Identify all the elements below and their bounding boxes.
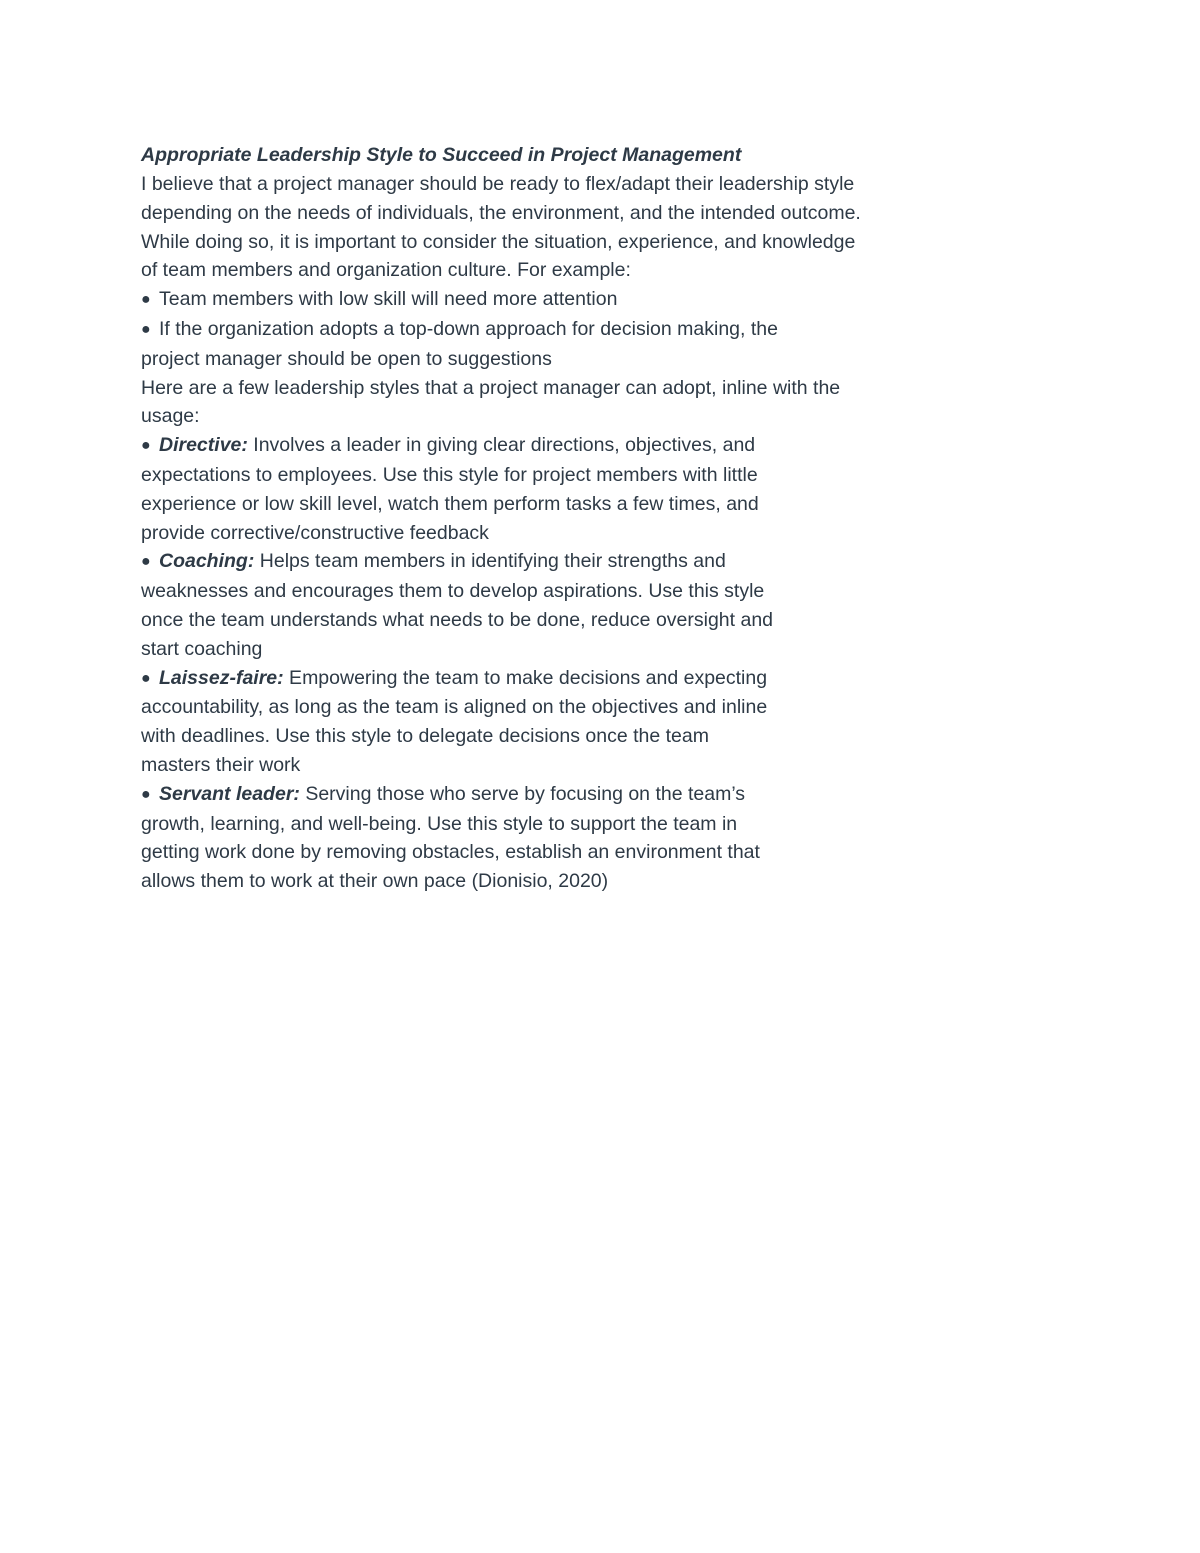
bullet-icon: ●: [141, 320, 151, 338]
document-page: [141, 140, 971, 896]
style-term: Directive:: [159, 434, 248, 457]
list-item-text: Team members with low skill will need more attention: [159, 288, 618, 311]
intro-line: While doing so, it is important to consider the situation, experience, and knowledge: [141, 230, 856, 253]
bullet-icon: ●: [141, 437, 151, 455]
style-text: accountability, as long as the team is aligned on the objectives and inline: [141, 696, 768, 719]
intro-line: of team members and organization culture. For example:: [141, 259, 631, 282]
style-text: with deadlines. Use this style to delegate decisions once the team: [141, 725, 709, 748]
style-item-laissez-faire: [141, 664, 971, 780]
styles-intro-line: usage:: [141, 405, 200, 428]
leadership-styles-list: [141, 431, 971, 896]
example-list: [141, 285, 971, 373]
style-item-coaching: [141, 547, 971, 663]
list-item: [141, 285, 971, 315]
style-text: Empowering the team to make decisions and expecting: [283, 666, 768, 689]
style-text: weaknesses and encourages them to develop aspirations. Use this style: [141, 580, 765, 603]
style-text: provide corrective/constructive feedback: [141, 521, 489, 544]
style-text: getting work done by removing obstacles, establish an environment that: [141, 841, 760, 864]
style-item-directive: [141, 431, 971, 547]
styles-intro: [141, 374, 971, 432]
list-item: [141, 315, 971, 345]
document-title: Appropriate Leadership Style to Succeed in Project Management: [141, 144, 742, 166]
intro-paragraph: [141, 170, 971, 285]
style-first-line: [141, 547, 971, 577]
style-text: once the team understands what needs to be done, reduce oversight and: [141, 608, 774, 631]
intro-line: depending on the needs of individuals, the environment, and the intended outcome.: [141, 201, 861, 224]
style-text: allows them to work at their own pace (Dionisio, 2020): [141, 870, 609, 893]
intro-line: I believe that a project manager should be ready to flex/adapt their leadership style: [141, 173, 855, 195]
style-first-line: [141, 780, 971, 810]
style-text: masters their work: [141, 753, 301, 776]
style-text: growth, learning, and well-being. Use this style to support the team in: [141, 812, 738, 835]
style-term: Laissez-faire:: [159, 666, 284, 689]
style-first-line: [141, 664, 971, 694]
style-text: Helps team members in identifying their strengths and: [254, 550, 726, 573]
style-text: expectations to employees. Use this style for project members with little: [141, 463, 758, 486]
bullet-icon: ●: [141, 785, 151, 803]
bullet-icon: ●: [141, 553, 151, 571]
style-text: experience or low skill level, watch them perform tasks a few times, and: [141, 492, 759, 515]
bullet-icon: ●: [141, 669, 151, 687]
list-item-continuation: project manager should be open to suggestions: [141, 347, 552, 370]
list-item-text: If the organization adopts a top-down approach for decision making, the: [159, 317, 778, 340]
bullet-icon: ●: [141, 291, 151, 309]
styles-intro-line: Here are a few leadership styles that a project manager can adopt, inline with the: [141, 376, 841, 399]
style-term: Coaching:: [159, 550, 255, 573]
style-item-servant-leader: [141, 780, 971, 896]
style-text: start coaching: [141, 637, 263, 660]
style-term: Servant leader:: [159, 782, 300, 805]
style-text: Serving those who serve by focusing on the team’s: [299, 782, 746, 805]
style-first-line: [141, 431, 971, 461]
style-text: Involves a leader in giving clear directions, objectives, and: [247, 434, 756, 457]
